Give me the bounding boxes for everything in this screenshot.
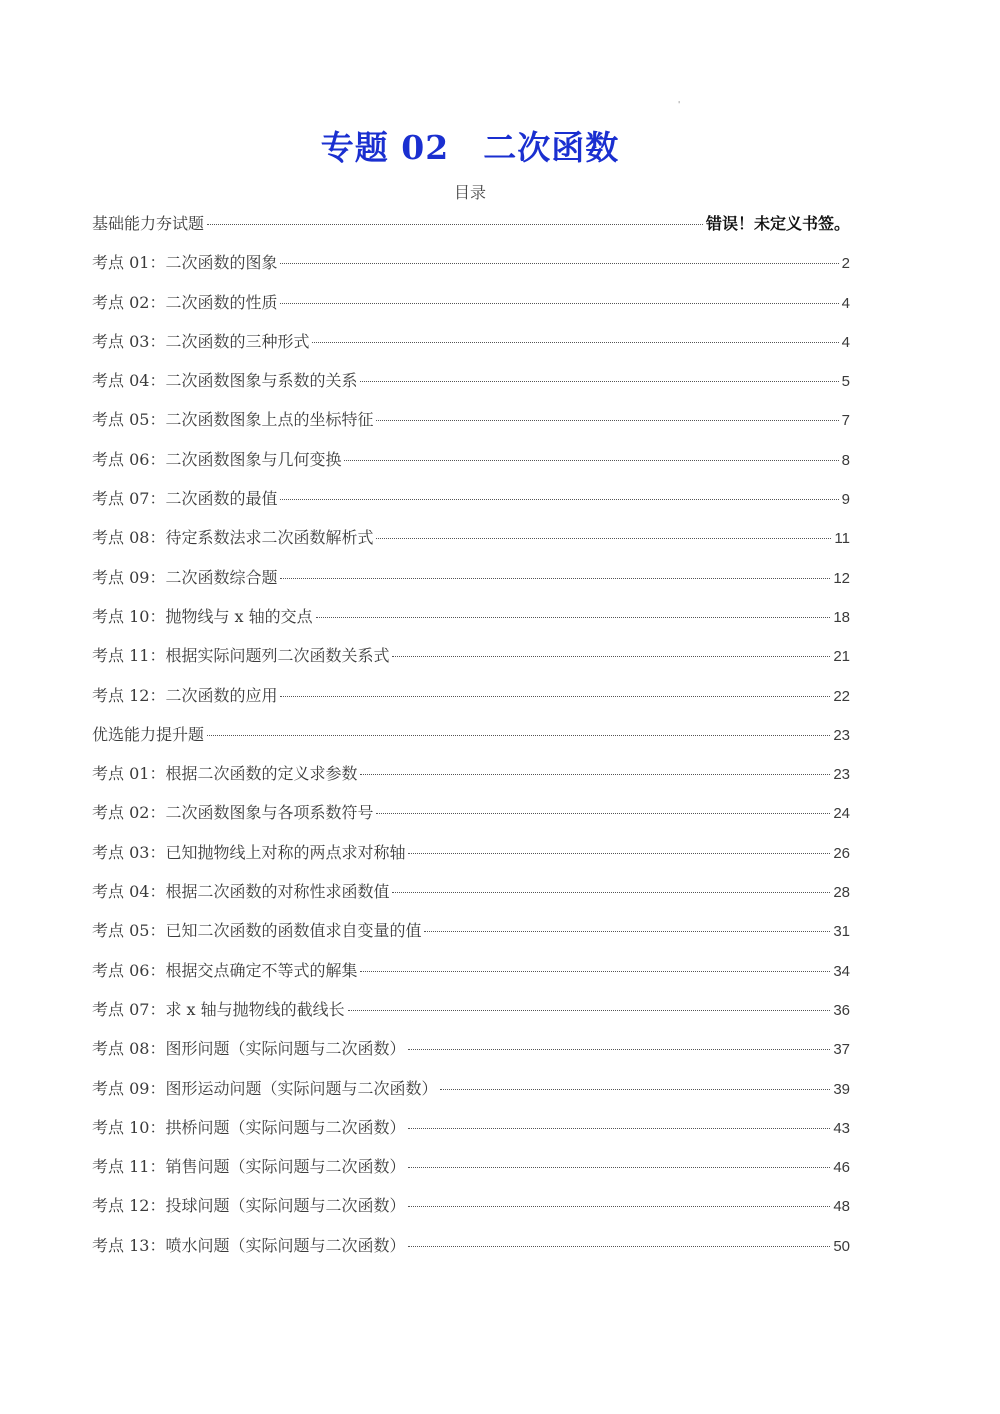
toc-entry[interactable]: [92, 525, 850, 564]
toc-entry[interactable]: [92, 1193, 850, 1232]
toc-entry[interactable]: [92, 958, 850, 997]
dot-leader: [207, 735, 830, 736]
toc-entry[interactable]: [92, 683, 850, 722]
toc-entry[interactable]: [92, 800, 850, 839]
toc-entry-label: 考点 04：根据二次函数的对称性求函数值: [92, 882, 390, 902]
toc-entry-page: 22: [833, 687, 850, 705]
dot-leader: [360, 971, 830, 972]
dot-leader: [376, 813, 830, 814]
toc-entry[interactable]: [92, 368, 850, 407]
toc-heading: 目录: [453, 183, 486, 202]
toc-entry-label: 考点 06：根据交点确定不等式的解集: [92, 960, 358, 980]
toc-entry-page: 8: [841, 451, 850, 469]
toc-entry-label: 考点 04：二次函数图象与系数的关系: [92, 371, 358, 391]
header-mark: ': [678, 100, 681, 109]
toc-entry[interactable]: [92, 840, 850, 879]
toc-entry[interactable]: [92, 643, 850, 682]
toc-entry-label: 考点 11：根据实际问题列二次函数关系式: [92, 646, 390, 666]
toc-entry-page: 23: [833, 726, 850, 744]
toc-entry[interactable]: [92, 486, 850, 525]
dot-leader: [392, 892, 830, 893]
dot-leader: [392, 656, 830, 657]
toc-entry-page: 18: [833, 608, 850, 626]
toc-entry[interactable]: [92, 1233, 850, 1272]
toc-entry-page: 24: [833, 805, 850, 823]
toc-entry-page: 48: [833, 1198, 850, 1216]
toc-entry-page: 39: [833, 1080, 850, 1098]
dot-leader: [344, 460, 838, 461]
toc-entry-page: 21: [833, 648, 850, 666]
toc-entry-label: 考点 10：抛物线与 x 轴的交点: [92, 606, 313, 626]
toc-entry[interactable]: [92, 722, 850, 761]
toc-entry-label: 基础能力夯试题: [92, 214, 205, 233]
toc-entry-page: 12: [833, 569, 850, 587]
toc-entry-page: 11: [834, 530, 850, 548]
toc-entry-label: 考点 08：图形问题（实际问题与二次函数）: [92, 1039, 406, 1059]
toc-entry-label: 考点 01：根据二次函数的定义求参数: [92, 764, 358, 784]
toc-entry-page: 43: [833, 1119, 850, 1137]
dot-leader: [424, 931, 830, 932]
toc-entry-label: 考点 10：拱桥问题（实际问题与二次函数）: [92, 1117, 406, 1137]
toc-entry-label: 考点 05：二次函数图象上点的坐标特征: [92, 410, 374, 430]
toc-entry-page: 36: [833, 1001, 850, 1019]
dot-leader: [376, 538, 831, 539]
toc-entry-label: 考点 06：二次函数图象与几何变换: [92, 449, 342, 469]
toc-entry-page: 错误！未定义书签。: [705, 214, 850, 233]
toc-entry-label: 考点 03：二次函数的三种形式: [92, 331, 310, 351]
toc-entry-label: 考点 09：二次函数综合题: [92, 567, 278, 587]
toc-entry[interactable]: [92, 604, 850, 643]
title-part1: 专题 02: [320, 128, 450, 167]
toc-entry-label: 考点 02：二次函数的性质: [92, 292, 278, 312]
toc-entry[interactable]: [92, 1076, 850, 1115]
toc-entry-label: 考点 13：喷水问题（实际问题与二次函数）: [92, 1235, 406, 1255]
toc-entry[interactable]: [92, 407, 850, 446]
toc-entry-page: 23: [833, 766, 850, 784]
toc-entry[interactable]: [92, 250, 850, 289]
dot-leader: [280, 696, 830, 697]
toc-entry-page: 2: [841, 255, 850, 273]
toc-entry-page: 46: [833, 1159, 850, 1177]
dot-leader: [408, 1206, 830, 1207]
dot-leader: [348, 1010, 831, 1011]
table-of-contents: [92, 211, 850, 1272]
toc-entry-label: 考点 01：二次函数的图象: [92, 253, 278, 273]
dot-leader: [316, 617, 831, 618]
dot-leader: [280, 263, 838, 264]
dot-leader: [312, 342, 838, 343]
toc-entry-page: 31: [833, 923, 850, 941]
dot-leader: [408, 853, 830, 854]
toc-entry-page: 37: [833, 1041, 850, 1059]
dot-leader: [280, 578, 830, 579]
toc-entry-label: 考点 09：图形运动问题（实际问题与二次函数）: [92, 1078, 438, 1098]
toc-entry-page: 28: [833, 884, 850, 902]
dot-leader: [376, 420, 838, 421]
toc-entry-label: 考点 12：投球问题（实际问题与二次函数）: [92, 1196, 406, 1216]
toc-entry-page: 50: [833, 1237, 850, 1255]
toc-entry[interactable]: [92, 879, 850, 918]
dot-leader: [408, 1167, 830, 1168]
dot-leader: [408, 1128, 830, 1129]
toc-entry[interactable]: [92, 1115, 850, 1154]
toc-entry-label: 考点 07：二次函数的最值: [92, 489, 278, 509]
toc-entry-label: 考点 03：已知抛物线上对称的两点求对称轴: [92, 842, 406, 862]
dot-leader: [408, 1246, 830, 1247]
toc-entry-page: 4: [841, 333, 850, 351]
toc-entry-page: 34: [833, 962, 850, 980]
toc-entry-page: 7: [841, 412, 850, 430]
dot-leader: [360, 774, 830, 775]
toc-entry-label: 考点 11：销售问题（实际问题与二次函数）: [92, 1157, 406, 1177]
toc-entry-page: 26: [833, 844, 850, 862]
toc-entry-page: 9: [841, 491, 850, 509]
toc-entry[interactable]: [92, 761, 850, 800]
toc-entry[interactable]: [92, 329, 850, 368]
toc-entry-label: 考点 07：求 x 轴与抛物线的截线长: [92, 999, 345, 1019]
toc-entry[interactable]: [92, 447, 850, 486]
dot-leader: [360, 381, 838, 382]
toc-entry[interactable]: [92, 1154, 850, 1193]
toc-entry-page: 4: [841, 294, 850, 312]
toc-entry-label: 考点 08：待定系数法求二次函数解析式: [92, 528, 374, 548]
title-part2: 二次函数: [483, 128, 620, 167]
dot-leader: [440, 1089, 830, 1090]
dot-leader: [207, 224, 703, 225]
dot-leader: [280, 499, 838, 500]
page-title: [0, 122, 940, 169]
toc-entry[interactable]: [92, 997, 850, 1036]
toc-entry[interactable]: [92, 1036, 850, 1075]
toc-entry[interactable]: [92, 290, 850, 329]
toc-entry-label: 考点 05：已知二次函数的函数值求自变量的值: [92, 921, 422, 941]
toc-entry[interactable]: [92, 211, 850, 250]
toc-entry-page: 5: [841, 373, 850, 391]
toc-entry[interactable]: [92, 565, 850, 604]
toc-entry-label: 优选能力提升题: [92, 724, 205, 744]
toc-entry[interactable]: [92, 918, 850, 957]
toc-entry-label: 考点 02：二次函数图象与各项系数符号: [92, 803, 374, 823]
dot-leader: [408, 1049, 830, 1050]
dot-leader: [280, 303, 838, 304]
toc-entry-label: 考点 12：二次函数的应用: [92, 685, 278, 705]
